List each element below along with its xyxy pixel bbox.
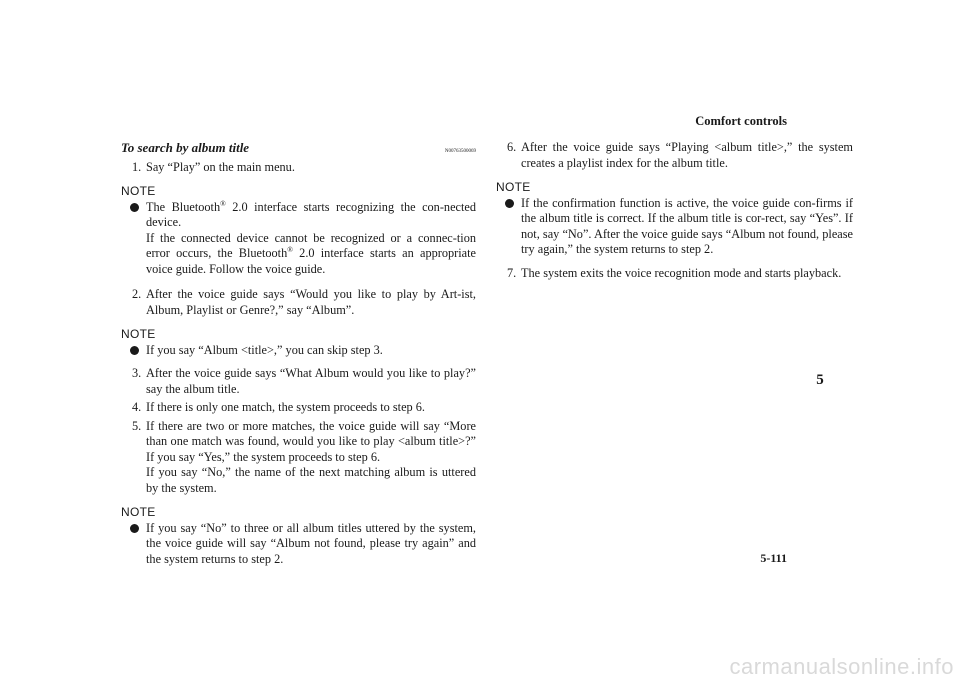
note-label: NOTE xyxy=(121,505,156,519)
note-bullet xyxy=(121,521,476,568)
step-text: If there is only one match, the system proceeds to step 6. xyxy=(146,400,425,414)
step-1 xyxy=(121,160,476,176)
note-bullet xyxy=(121,343,476,359)
registered-mark: ® xyxy=(287,244,293,254)
bullet-icon xyxy=(130,524,139,533)
page-number: 5-111 xyxy=(760,551,787,565)
note-text: If you say “No” to three or all album titles uttered by the system, the voice guide will say “Album not found, please try again” and the system returns to step 2. xyxy=(146,520,476,566)
step-number: 3. xyxy=(132,366,142,380)
step-number: 4. xyxy=(132,400,142,414)
bullet-icon xyxy=(505,199,514,208)
note-text: The Bluetooth® 2.0 interface starts recognizing the con-nected device. xyxy=(146,198,477,229)
step-5 xyxy=(121,419,476,497)
note-bullet xyxy=(496,196,853,258)
step-number: 5. xyxy=(132,418,142,433)
note-text: If you say “Album <title>,” you can skip step 3. xyxy=(146,342,383,357)
bullet-icon xyxy=(130,346,139,355)
step-6 xyxy=(496,140,853,171)
chapter-tab: 5 xyxy=(816,372,824,389)
registered-mark: ® xyxy=(220,198,226,208)
step-number: 2. xyxy=(132,287,142,301)
note-bullet xyxy=(121,200,476,278)
step-4 xyxy=(121,400,476,416)
step-7 xyxy=(496,266,853,282)
step-text: If you say “No,” the name of the next matching album is uttered by the system. xyxy=(146,465,476,495)
step-2 xyxy=(121,287,476,318)
step-number: 7. xyxy=(507,265,517,280)
step-3 xyxy=(121,366,476,397)
section-title: To search by album title xyxy=(121,140,250,155)
note-label: NOTE xyxy=(121,184,156,198)
step-text: After the voice guide says “Playing <album title>,” the system creates a playlist index for the album title. xyxy=(521,140,853,170)
step-number: 6. xyxy=(507,140,517,154)
step-text: If there are two or more matches, the voice guide will say “More than one match was found, would you like to play <album title>?” If you say “Yes,” the system proceeds to step 6. xyxy=(146,418,476,464)
note-label: NOTE xyxy=(496,180,531,194)
section-heading xyxy=(121,140,476,160)
left-column xyxy=(121,140,476,575)
note-text: If the connected device cannot be recognized or a connec-tion error occurs, the Bluetooth® 2.0 interface starts an appropriate voice guide. Follow the voice guide. xyxy=(146,230,476,276)
step-number: 1. xyxy=(132,159,142,174)
running-header: Comfort controls xyxy=(695,114,787,128)
bullet-icon xyxy=(130,203,139,212)
step-text: After the voice guide says “What Album would you like to play?” say the album title. xyxy=(146,366,476,396)
right-column xyxy=(496,140,853,284)
step-text: Say “Play” on the main menu. xyxy=(146,159,295,174)
note-label: NOTE xyxy=(121,327,156,341)
step-text: After the voice guide says “Would you like to play by Art-ist, Album, Playlist or Genre?,” say “Album”. xyxy=(146,287,476,317)
step-text: The system exits the voice recognition mode and starts playback. xyxy=(521,265,842,280)
reference-code: N00763500069 xyxy=(444,149,476,154)
watermark: carmanualsonline.info xyxy=(729,653,954,679)
note-text: If the confirmation function is active, the voice guide con-firms if the album title is correct. If the album title is cor-rect, say “Yes”. If not, say “No”. After the voice guide says “Album not found, please try again,” the system returns to step 2. xyxy=(521,195,853,256)
